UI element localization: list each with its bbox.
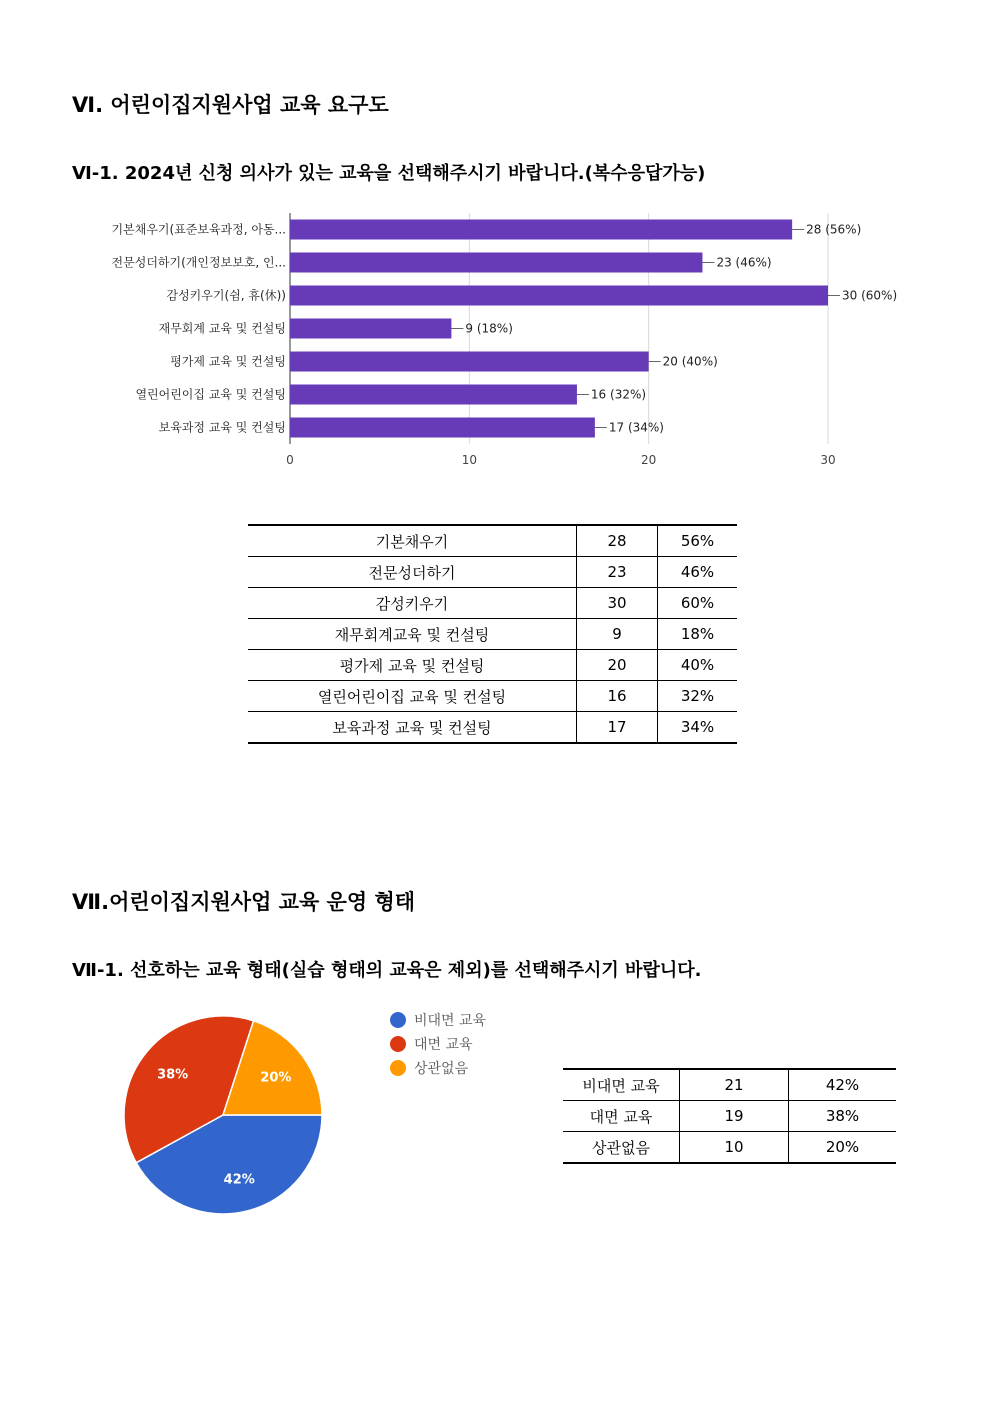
legend-marker — [390, 1012, 406, 1028]
label-cell: 비대면 교육 — [563, 1069, 680, 1101]
category-label: 전문성더하기(개인정보보호, 인... — [111, 255, 286, 270]
section-7-title: Ⅶ.어린이집지원사업 교육 운영 형태 — [72, 890, 416, 914]
x-tick-label: 0 — [286, 453, 294, 467]
count-cell: 9 — [577, 619, 658, 650]
table-row — [563, 1069, 896, 1101]
label-cell: 재무회계교육 및 컨설팅 — [248, 619, 577, 650]
percent-cell: 18% — [658, 619, 738, 650]
x-tick-label: 10 — [461, 453, 477, 467]
percent-cell: 42% — [789, 1069, 897, 1101]
bar — [290, 286, 828, 306]
x-tick-label: 30 — [820, 453, 836, 467]
data-label: 16 (32%) — [590, 387, 647, 402]
legend-label: 비대면 교육 — [414, 1013, 487, 1029]
category-label: 열린어린이집 교육 및 컨설팅 — [135, 387, 286, 402]
data-label: 17 (34%) — [608, 420, 664, 435]
data-label: 9 (18%) — [465, 321, 513, 336]
slice-label: 38% — [157, 1067, 189, 1083]
section-6-title: Ⅵ. 어린이집지원사업 교육 요구도 — [72, 93, 389, 117]
category-label: 감성키우기(쉼, 휴(休)) — [166, 288, 286, 303]
label-cell: 감성키우기 — [248, 588, 577, 619]
bar-chart — [70, 200, 910, 475]
percent-cell: 60% — [658, 588, 738, 619]
table-row — [563, 1132, 896, 1164]
legend-label: 상관없음 — [414, 1061, 469, 1077]
table-row — [248, 525, 737, 557]
slice-label: 20% — [260, 1070, 292, 1086]
bar — [290, 319, 451, 339]
education-demand-table — [248, 524, 737, 744]
category-label: 보육과정 교육 및 컨설팅 — [158, 420, 286, 435]
data-label: 30 (60%) — [842, 288, 898, 303]
percent-cell: 20% — [789, 1132, 897, 1164]
section-7-question: Ⅶ-1. 선호하는 교육 형태(실습 형태의 교육은 제외)를 선택해주시기 바랍니다. — [72, 960, 702, 981]
label-cell: 상관없음 — [563, 1132, 680, 1164]
percent-cell: 34% — [658, 712, 738, 744]
table-row — [248, 557, 737, 588]
percent-cell: 38% — [789, 1101, 897, 1132]
count-cell: 21 — [680, 1069, 789, 1101]
data-label: 20 (40%) — [662, 354, 718, 369]
x-tick-label: 20 — [641, 453, 657, 467]
label-cell: 보육과정 교육 및 컨설팅 — [248, 712, 577, 744]
table-row — [563, 1101, 896, 1132]
bar — [290, 352, 649, 372]
label-cell: 대면 교육 — [563, 1101, 680, 1132]
category-label: 기본채우기(표준보육과정, 아동... — [111, 222, 286, 237]
percent-cell: 46% — [658, 557, 738, 588]
count-cell: 20 — [577, 650, 658, 681]
label-cell: 기본채우기 — [248, 525, 577, 557]
table-row — [248, 588, 737, 619]
count-cell: 10 — [680, 1132, 789, 1164]
legend-marker — [390, 1036, 406, 1052]
count-cell: 28 — [577, 525, 658, 557]
section-6-question: Ⅵ-1. 2024년 신청 의사가 있는 교육을 선택해주시기 바랍니다.(복수응답가능) — [72, 163, 706, 184]
count-cell: 16 — [577, 681, 658, 712]
count-cell: 17 — [577, 712, 658, 744]
slice-label: 42% — [223, 1172, 255, 1188]
pie-chart — [110, 1005, 530, 1220]
data-label: 28 (56%) — [806, 222, 862, 237]
bar — [290, 385, 577, 405]
category-label: 평가제 교육 및 컨설팅 — [170, 354, 286, 369]
bar — [290, 253, 702, 273]
legend-label: 대면 교육 — [414, 1037, 473, 1053]
bar — [290, 220, 792, 240]
table-row — [248, 650, 737, 681]
label-cell: 열린어린이집 교육 및 컨설팅 — [248, 681, 577, 712]
bar — [290, 418, 595, 438]
count-cell: 19 — [680, 1101, 789, 1132]
table-row — [248, 712, 737, 744]
table-row — [248, 681, 737, 712]
education-format-table — [563, 1068, 896, 1164]
table-row — [248, 619, 737, 650]
data-label: 23 (46%) — [716, 255, 772, 270]
category-label: 재무회계 교육 및 컨설팅 — [158, 321, 286, 336]
count-cell: 23 — [577, 557, 658, 588]
percent-cell: 40% — [658, 650, 738, 681]
percent-cell: 32% — [658, 681, 738, 712]
label-cell: 전문성더하기 — [248, 557, 577, 588]
percent-cell: 56% — [658, 525, 738, 557]
legend-marker — [390, 1060, 406, 1076]
count-cell: 30 — [577, 588, 658, 619]
label-cell: 평가제 교육 및 컨설팅 — [248, 650, 577, 681]
